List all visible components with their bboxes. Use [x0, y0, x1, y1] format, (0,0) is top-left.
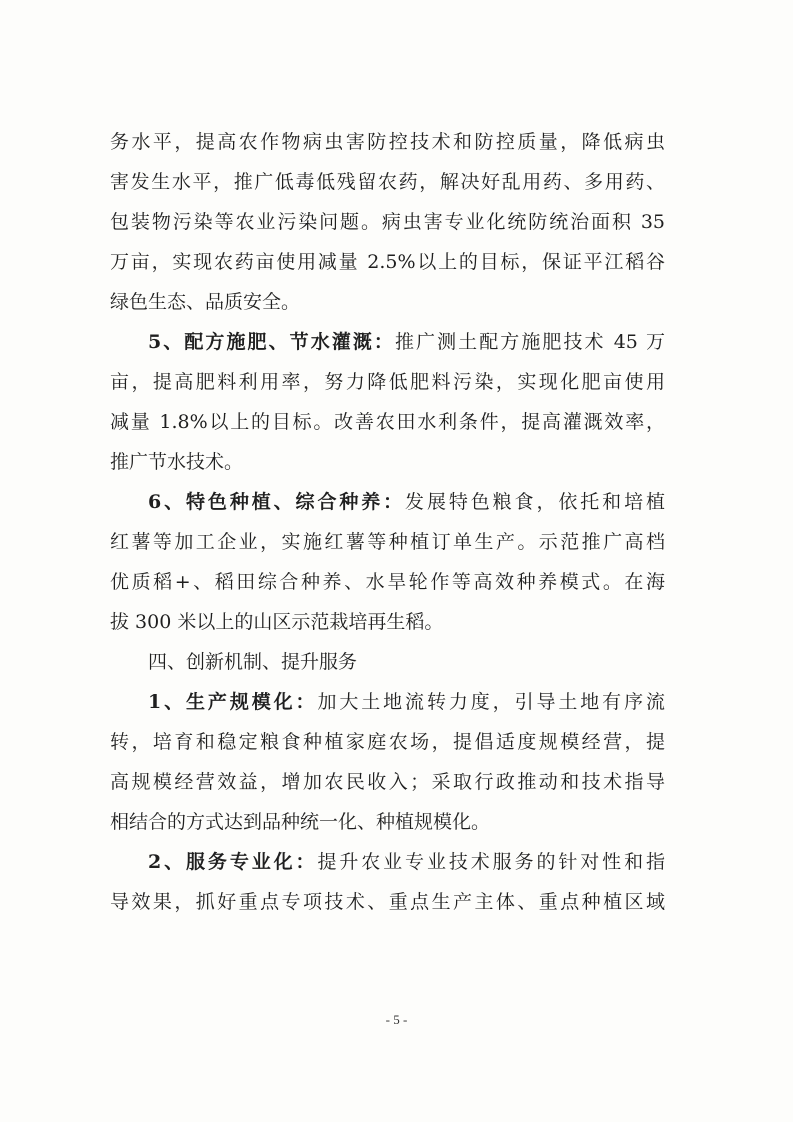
text-line	[110, 842, 665, 882]
text-line: 相结合的方式达到品种统一化、种植规模化。	[110, 811, 491, 833]
text-line: 高规模经营效益，增加农民收入；采取行政推动和技术指导	[110, 771, 665, 793]
text-line	[110, 482, 665, 522]
text-run: 加大土地流转力度，引导土地有序流	[317, 691, 665, 713]
item-heading: 6、特色种植、综合种养：	[148, 491, 406, 513]
text-line: 转，培育和稳定粮食种植家庭农场，提倡适度规模经营，提	[110, 731, 665, 753]
text-run: 提升农业专业技术服务的针对性和指	[317, 851, 665, 873]
text-line: 红薯等加工企业，实施红薯等种植订单生产。示范推广高档	[110, 531, 665, 553]
text-run: 推广测土配方施肥技术 45 万	[394, 331, 665, 353]
text-run: 发展特色粮食，依托和培植	[405, 491, 665, 513]
text-line: 包装物污染等农业污染问题。病虫害专业化统防统治面积 35	[110, 211, 665, 233]
text-line: 绿色生态、品质安全。	[110, 291, 301, 313]
text-line: 推广节水技术。	[110, 451, 244, 473]
text-line: 减量 1.8%以上的目标。改善农田水利条件，提高灌溉效率，	[110, 411, 665, 433]
text-line: 导效果，抓好重点专项技术、重点生产主体、重点种植区域	[110, 891, 665, 913]
text-line	[110, 682, 665, 722]
item-heading: 1、生产规模化：	[148, 691, 318, 713]
section-heading	[110, 642, 665, 682]
paragraph-pest-control	[110, 122, 665, 322]
text-line: 务水平，提高农作物病虫害防控技术和防控质量，降低病虫	[110, 131, 665, 153]
text-line	[110, 322, 665, 362]
paragraph-production-scale	[110, 682, 665, 842]
paragraph-specialty-planting	[110, 482, 665, 642]
text-line: 万亩，实现农药亩使用减量 2.5%以上的目标，保证平江稻谷	[110, 251, 665, 273]
item-heading: 2、服务专业化：	[148, 851, 318, 873]
text-line: 害发生水平，推广低毒低残留农药，解决好乱用药、多用药、	[110, 171, 665, 193]
section-title: 四、创新机制、提升服务	[148, 651, 358, 673]
paragraph-fertilization	[110, 322, 665, 482]
item-heading: 5、配方施肥、节水灌溉：	[148, 331, 395, 353]
paragraph-service-specialization	[110, 842, 665, 922]
text-line: 拔 300 米以上的山区示范栽培再生稻。	[110, 611, 444, 633]
text-line: 亩，提高肥料利用率，努力降低肥料污染，实现化肥亩使用	[110, 371, 665, 393]
document-body	[110, 122, 665, 922]
text-line: 优质稻+、稻田综合种养、水旱轮作等高效种养模式。在海	[110, 571, 665, 593]
page-number: - 5 -	[385, 1012, 408, 1027]
